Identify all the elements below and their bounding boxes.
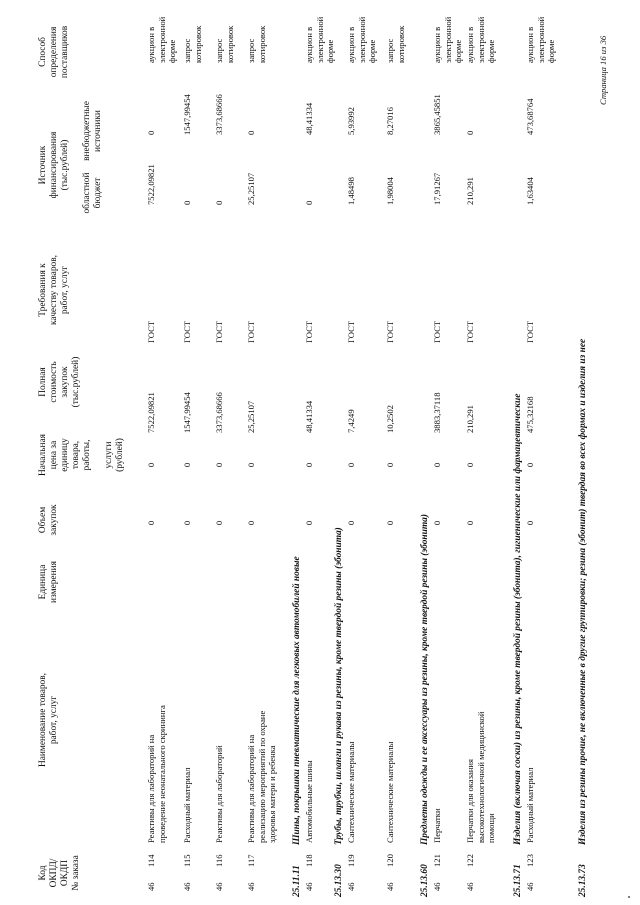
header-volume-line: закупок bbox=[49, 504, 59, 536]
header-finance-line: Источник bbox=[38, 145, 48, 185]
item-method-line: электронной bbox=[475, 16, 486, 63]
item-method-line: котировок bbox=[224, 25, 235, 63]
header-finance-extra-line: источники bbox=[93, 110, 103, 152]
item-method-line: форме bbox=[486, 39, 496, 63]
item-method bbox=[346, 1, 378, 63]
header-price-line: услуги bbox=[103, 441, 114, 469]
item-method-line: запрос bbox=[214, 38, 224, 63]
item-regional-budget: 0 bbox=[214, 200, 224, 205]
item-quality: ГОСТ bbox=[214, 320, 224, 343]
order-number-prefix: 46 bbox=[432, 882, 442, 891]
header-price-line: Начальная bbox=[38, 434, 48, 476]
header-finance-regional-line: областной bbox=[82, 172, 92, 214]
item-price: 0 bbox=[146, 462, 156, 468]
item-name bbox=[432, 623, 443, 843]
item-name-line: реализацию мероприятий по охране bbox=[256, 710, 267, 843]
item-method bbox=[525, 1, 557, 63]
header-finance-regional bbox=[82, 163, 104, 223]
item-regional-budget: 1,48498 bbox=[346, 177, 356, 205]
section-title: Шины, покрышки пневматические для легковых автомобилей новые bbox=[292, 556, 302, 845]
item-name-line: высокотехнологичной медицинской bbox=[475, 711, 486, 843]
item-volume: 0 bbox=[182, 520, 192, 526]
section-code: 25.13.30 bbox=[334, 864, 344, 897]
item-total: 3373,68666 bbox=[214, 392, 224, 433]
item-extrabudget: 473,68764 bbox=[525, 98, 535, 135]
item-extrabudget: 0 bbox=[465, 130, 475, 135]
header-total-line: Полная bbox=[38, 367, 48, 397]
header-code-line: Код bbox=[38, 865, 48, 881]
item-price: 0 bbox=[385, 462, 395, 468]
item-method-line: запрос bbox=[246, 38, 256, 63]
order-number: 120 bbox=[385, 854, 395, 867]
item-volume: 0 bbox=[146, 520, 156, 526]
item-quality: ГОСТ bbox=[146, 320, 156, 343]
item-total: 3883,37118 bbox=[432, 392, 442, 433]
item-price: 0 bbox=[182, 462, 192, 468]
item-regional-budget: 1,63404 bbox=[525, 177, 535, 205]
item-name bbox=[146, 623, 167, 843]
header-unit-line: Единица bbox=[38, 564, 48, 600]
item-extrabudget: 3373,68666 bbox=[214, 94, 224, 135]
header-finance-line: (тыс.рублей) bbox=[60, 139, 70, 191]
scan-speck bbox=[628, 896, 630, 898]
item-regional-budget: 1,98004 bbox=[385, 177, 395, 205]
item-regional-budget: 0 bbox=[182, 200, 192, 205]
order-number: 123 bbox=[525, 854, 535, 867]
header-quality-line: работ, услуг bbox=[60, 265, 70, 315]
header-finance-extra bbox=[82, 97, 104, 165]
header-price-line: (рублей) bbox=[114, 438, 125, 472]
header-method-line: Способ bbox=[38, 37, 48, 67]
header-quality-line: Требования к bbox=[38, 263, 48, 317]
order-number-prefix: 46 bbox=[346, 882, 356, 891]
item-extrabudget: 48,41334 bbox=[304, 102, 314, 135]
item-extrabudget: 8,27016 bbox=[385, 107, 395, 135]
section-title: Изделия из резины прочие, не включенные в другие группировки; резина (эбонит) твердая во всех формах и изделия из нее bbox=[578, 338, 588, 845]
item-method bbox=[246, 1, 267, 63]
item-method-line: запрос bbox=[385, 38, 395, 63]
order-number-prefix: 46 bbox=[214, 882, 224, 891]
item-quality: ГОСТ bbox=[465, 320, 475, 343]
item-method-line: электронной bbox=[442, 16, 453, 63]
item-method-line: аукцион в bbox=[304, 26, 314, 63]
item-method-line: котировок bbox=[256, 25, 267, 63]
header-method-line: поставщиков bbox=[60, 25, 70, 79]
item-method-line: форме bbox=[325, 39, 335, 63]
header-code-line: № заказа bbox=[71, 855, 81, 891]
header-code-line: ОКДП bbox=[60, 859, 70, 887]
header-price-line bbox=[93, 425, 104, 485]
item-name-line: Расходный материал bbox=[182, 767, 192, 843]
item-name bbox=[214, 623, 225, 843]
item-name-line: Сантехнические материалы bbox=[385, 741, 395, 843]
item-name bbox=[525, 623, 536, 843]
item-name bbox=[182, 623, 193, 843]
section-title: Трубы, трубки, шланги и рукава из резины, кроме твердой резины (эбонита) bbox=[334, 527, 344, 845]
item-volume: 0 bbox=[385, 520, 395, 526]
order-number: 116 bbox=[214, 854, 224, 867]
item-method-line: аукцион в bbox=[146, 26, 156, 63]
item-extrabudget: 3865,45851 bbox=[432, 94, 442, 135]
item-method bbox=[214, 1, 235, 63]
header-price bbox=[38, 425, 126, 485]
item-price: 0 bbox=[465, 462, 475, 468]
item-name-line: Сантехнические материалы bbox=[346, 741, 356, 843]
item-name-line: Автомобильные шины bbox=[304, 760, 314, 843]
item-method-line: запрос bbox=[182, 38, 192, 63]
item-price: 0 bbox=[432, 462, 442, 468]
item-method bbox=[304, 1, 336, 63]
item-method-line: аукцион в bbox=[465, 26, 475, 63]
header-total bbox=[38, 343, 82, 421]
header-total-line: закупок bbox=[60, 366, 70, 398]
item-method-line: электронной bbox=[156, 16, 167, 63]
order-number: 118 bbox=[304, 854, 314, 867]
item-extrabudget: 0 bbox=[246, 130, 256, 135]
item-volume: 0 bbox=[465, 520, 475, 526]
item-quality: ГОСТ bbox=[246, 320, 256, 343]
item-method bbox=[182, 1, 203, 63]
item-method-line: электронной bbox=[356, 16, 367, 63]
item-method-line: форме bbox=[453, 39, 463, 63]
order-number: 114 bbox=[146, 854, 156, 867]
section-code: 25.13.73 bbox=[578, 864, 588, 897]
section-title: Предметы одежды и ее аксессуары из резины, кроме твердой резины (эбонита) bbox=[420, 514, 430, 845]
header-code-line: ОКПД/ bbox=[49, 858, 59, 888]
item-quality: ГОСТ bbox=[525, 320, 535, 343]
header-total-line: стоимость bbox=[49, 361, 59, 403]
header-price-line: товара, bbox=[71, 440, 81, 470]
order-number-prefix: 46 bbox=[182, 882, 192, 891]
header-price-line: работы, bbox=[82, 439, 92, 471]
item-name-line: Реактивы для лабораторий на bbox=[146, 734, 156, 843]
item-price: 0 bbox=[304, 462, 314, 468]
item-method bbox=[146, 1, 178, 63]
item-volume: 0 bbox=[525, 520, 535, 526]
item-method-line: аукцион в bbox=[346, 26, 356, 63]
order-number: 115 bbox=[182, 854, 192, 867]
item-regional-budget: 7522,09821 bbox=[146, 164, 156, 205]
item-total: 7522,09821 bbox=[146, 392, 156, 433]
section-code: 25.11.11 bbox=[292, 865, 302, 897]
header-price-line: цена за bbox=[49, 440, 59, 470]
header-method-line: определения bbox=[49, 26, 59, 78]
order-number: 122 bbox=[465, 854, 475, 867]
item-total: 48,41334 bbox=[304, 400, 314, 433]
item-regional-budget: 17,91267 bbox=[432, 172, 442, 205]
order-number-prefix: 46 bbox=[465, 882, 475, 891]
section-code: 25.13.60 bbox=[420, 864, 430, 897]
item-volume: 0 bbox=[304, 520, 314, 526]
item-method bbox=[385, 1, 406, 63]
item-name-line: проведение неонатального скрининга bbox=[156, 705, 167, 843]
item-quality: ГОСТ bbox=[304, 320, 314, 343]
item-extrabudget: 5,93992 bbox=[346, 107, 356, 135]
item-regional-budget: 25,25107 bbox=[246, 172, 256, 205]
order-number-prefix: 46 bbox=[525, 882, 535, 891]
item-name bbox=[246, 623, 278, 843]
item-volume: 0 bbox=[214, 520, 224, 526]
item-name-line: Перчатки для оказания bbox=[465, 759, 475, 843]
item-name bbox=[346, 623, 357, 843]
header-volume bbox=[38, 495, 60, 545]
item-method-line: аукцион в bbox=[525, 26, 535, 63]
header-code bbox=[38, 853, 82, 893]
item-name-line: Реактивы для лабораторий bbox=[214, 745, 224, 843]
header-finance-line: финансирования bbox=[49, 131, 59, 199]
item-name-line: Реактивы для лабораторий на bbox=[246, 734, 256, 843]
item-volume: 0 bbox=[432, 520, 442, 526]
order-number: 121 bbox=[432, 854, 442, 867]
item-method-line: электронной bbox=[535, 16, 546, 63]
item-method-line: форме bbox=[546, 39, 556, 63]
item-price: 0 bbox=[525, 462, 535, 468]
item-method-line: аукцион в bbox=[432, 26, 442, 63]
item-method-line: форме bbox=[367, 39, 377, 63]
item-regional-budget: 0 bbox=[304, 200, 314, 205]
item-name-line: Расходный материал bbox=[525, 767, 535, 843]
item-method-line: форме bbox=[167, 39, 177, 63]
order-number: 119 bbox=[346, 854, 356, 867]
header-unit bbox=[38, 551, 60, 613]
item-quality: ГОСТ bbox=[182, 320, 192, 343]
item-method-line: котировок bbox=[192, 25, 203, 63]
item-method-line: электронной bbox=[314, 16, 325, 63]
header-total-line: (тыс.рублей) bbox=[71, 356, 81, 408]
item-volume: 0 bbox=[346, 520, 356, 526]
header-name-line: работ, услуг bbox=[49, 695, 59, 745]
header-unit-line: измерения bbox=[49, 561, 59, 603]
item-price: 0 bbox=[214, 462, 224, 468]
item-name bbox=[385, 623, 396, 843]
header-volume-line: Объем bbox=[38, 506, 48, 534]
header-finance bbox=[38, 105, 71, 225]
item-name bbox=[304, 623, 315, 843]
item-total: 7,4249 bbox=[346, 409, 356, 433]
item-quality: ГОСТ bbox=[385, 320, 395, 343]
header-price-line: единицу bbox=[60, 438, 70, 472]
header-finance-extra-line: внебюджетные bbox=[82, 101, 92, 161]
page-number: Страница 16 из 36 bbox=[598, 35, 608, 105]
item-total: 210,291 bbox=[465, 405, 475, 433]
item-volume: 0 bbox=[246, 520, 256, 526]
section-title: Изделия (включая соски) из резины, кроме твердой резины (эбонита), гигиенические или фармацевтические bbox=[513, 393, 523, 845]
item-extrabudget: 1547,99454 bbox=[182, 94, 192, 135]
order-number-prefix: 46 bbox=[246, 882, 256, 891]
order-number-prefix: 46 bbox=[146, 882, 156, 891]
item-price: 0 bbox=[246, 462, 256, 468]
order-number-prefix: 46 bbox=[304, 882, 314, 891]
item-name-line: здоровья матери и ребенка bbox=[267, 745, 277, 843]
item-method bbox=[465, 1, 497, 63]
item-name bbox=[465, 623, 497, 843]
header-name bbox=[38, 620, 60, 820]
header-method bbox=[38, 9, 71, 95]
item-total: 25,25107 bbox=[246, 400, 256, 433]
item-name-line: помощи bbox=[486, 813, 496, 843]
item-extrabudget: 0 bbox=[146, 130, 156, 135]
item-regional-budget: 210,291 bbox=[465, 177, 475, 205]
order-number-prefix: 46 bbox=[385, 882, 395, 891]
item-quality: ГОСТ bbox=[432, 320, 442, 343]
item-method-line: котировок bbox=[395, 25, 406, 63]
header-name-line: Наименование товаров, bbox=[38, 672, 48, 768]
item-method bbox=[432, 1, 464, 63]
order-number: 117 bbox=[246, 854, 256, 867]
item-total: 1547,99454 bbox=[182, 392, 192, 433]
header-quality bbox=[38, 241, 71, 339]
section-code: 25.13.71 bbox=[513, 864, 523, 897]
item-name-line: Перчатки bbox=[432, 808, 442, 843]
item-price: 0 bbox=[346, 462, 356, 468]
header-quality-line: качеству товаров, bbox=[49, 255, 59, 325]
item-quality: ГОСТ bbox=[346, 320, 356, 343]
item-total: 10,2502 bbox=[385, 405, 395, 433]
header-finance-regional-line: бюджет bbox=[93, 177, 103, 209]
item-total: 475,32168 bbox=[525, 396, 535, 433]
